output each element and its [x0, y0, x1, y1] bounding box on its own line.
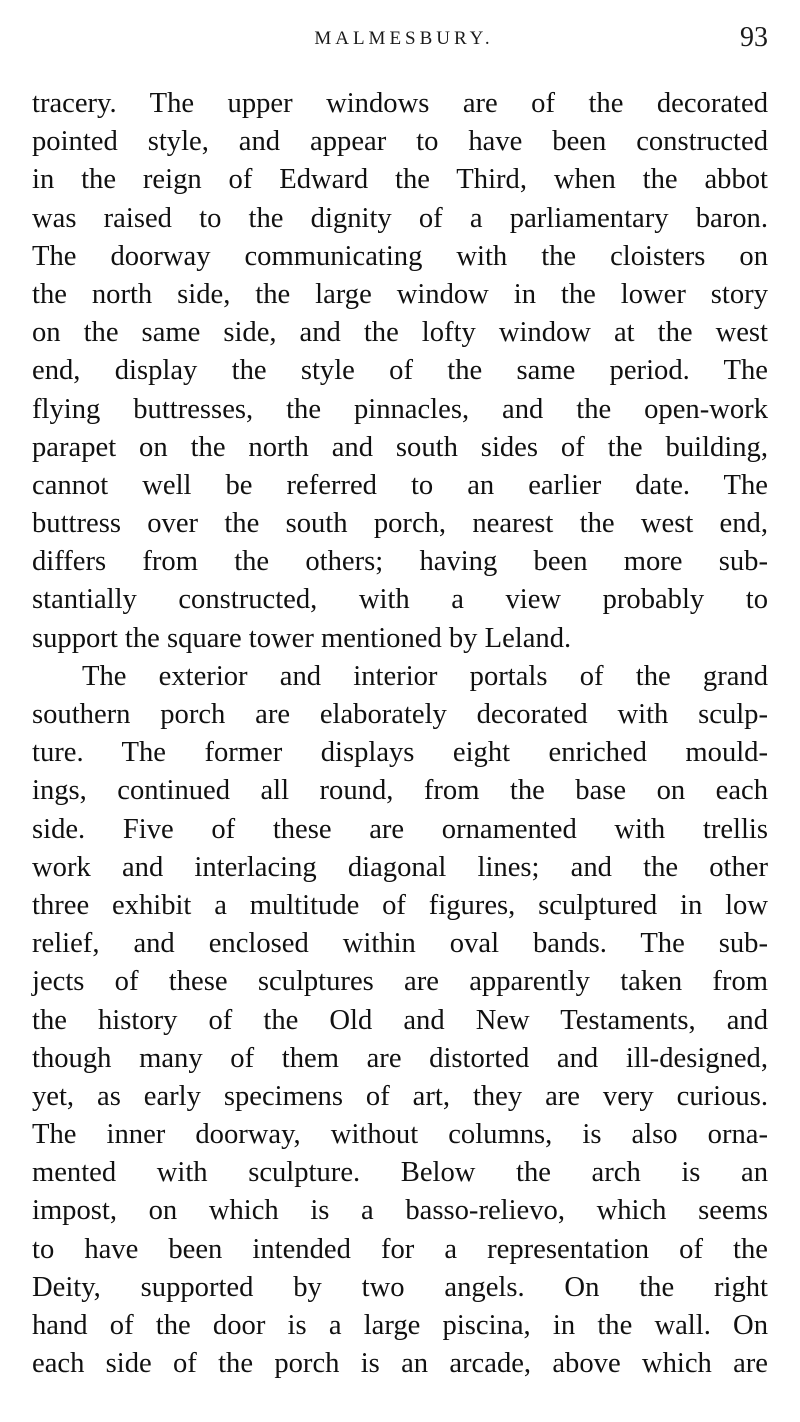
text-line: was raised to the dignity of a parliamentary baron. [32, 202, 768, 234]
text-line: The exterior and interior portals of the grand [82, 660, 768, 692]
running-title: MALMESBURY. [314, 28, 494, 49]
text-line: cannot well be referred to an earlier date. The [32, 469, 768, 501]
text-line: each side of the porch is an arcade, above which are [32, 1348, 768, 1380]
text-line: on the same side, and the lofty window at the west [32, 317, 768, 349]
text-line: to have been intended for a representation of the [32, 1233, 768, 1265]
text-line: the north side, the large window in the lower story [32, 278, 768, 310]
text-line: support the square tower mentioned by Leland. [32, 622, 572, 654]
text-line: stantially constructed, with a view probably to [32, 584, 768, 616]
text-line: The doorway communicating with the cloisters on [32, 240, 768, 272]
text-line: buttress over the south porch, nearest the west end, [32, 508, 768, 540]
text-line: differs from the others; having been more sub- [32, 546, 768, 578]
running-head [30, 22, 768, 58]
text-line: flying buttresses, the pinnacles, and the open-work [32, 393, 768, 425]
text-line: impost, on which is a basso-relievo, which seems [32, 1195, 768, 1227]
text-line: three exhibit a multitude of figures, sculptured in low [32, 889, 768, 921]
text-line: hand of the door is a large piscina, in the wall. On [32, 1310, 768, 1341]
body-text [32, 85, 768, 1383]
text-line: though many of them are distorted and ill-designed, [32, 1042, 768, 1074]
text-line: southern porch are elaborately decorated with sculp- [32, 699, 768, 730]
text-line: in the reign of Edward the Third, when the abbot [32, 164, 768, 196]
text-line: yet, as early specimens of art, they are very curious. [32, 1080, 768, 1112]
text-line: work and interlacing diagonal lines; and the other [32, 851, 768, 883]
text-line: jects of these sculptures are apparently taken from [32, 966, 768, 998]
paragraph [32, 85, 768, 658]
text-line: tracery. The upper windows are of the decorated [32, 88, 768, 119]
text-line: pointed style, and appear to have been constructed [32, 126, 768, 158]
text-line: end, display the style of the same period. The [32, 355, 768, 387]
text-line: ings, continued all round, from the base on each [32, 775, 768, 807]
text-line: mented with sculpture. Below the arch is an [32, 1157, 768, 1189]
text-line: the history of the Old and New Testaments, and [32, 1004, 768, 1036]
text-line: parapet on the north and south sides of the building, [32, 431, 768, 463]
text-line: Deity, supported by two angels. On the right [32, 1271, 768, 1303]
text-line: ture. The former displays eight enriched mould- [32, 737, 768, 769]
text-line: side. Five of these are ornamented with trellis [32, 813, 768, 845]
text-line: relief, and enclosed within oval bands. The sub- [32, 928, 768, 960]
text-line: The inner doorway, without columns, is also orna- [32, 1119, 768, 1151]
page-number: 93 [740, 22, 768, 53]
paragraph [32, 658, 768, 1384]
